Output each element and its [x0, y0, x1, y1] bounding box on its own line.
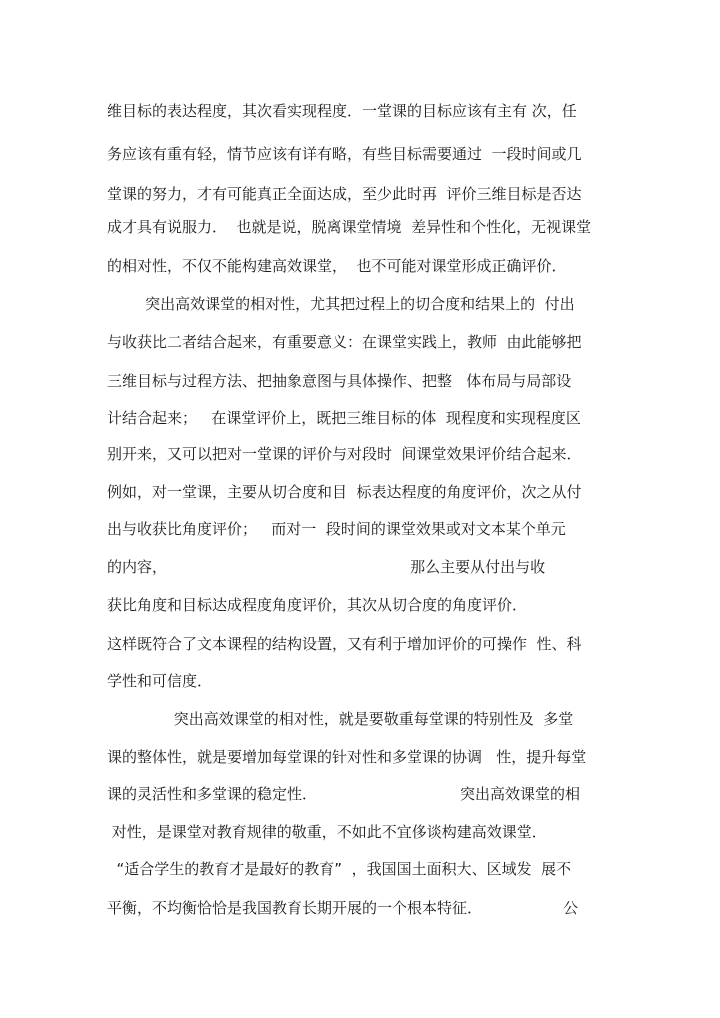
text-line: 平衡，不均衡恰恰是我国教育长期开展的一个根本特征． 公 [107, 899, 579, 917]
text-line: 这样既符合了文本课程的结构设置，又有利于增加评价的可操作 性、科 [107, 635, 582, 653]
text-line: 例如，对一堂课，主要从切合度和目 标表达程度的角度评价，次之从付 [107, 483, 582, 501]
text-line: 别开来，又可以把对一堂课的评价与对段时 间课堂效果评价结合起来． [107, 445, 582, 463]
text-line: 成才具有说服力． 也就是说，脱离课堂情境 差异性和个性化，无视课堂 [107, 218, 592, 236]
text-line: 的相对性，不仅不能构建高效课堂， 也不可能对课堂形成正确评价． [107, 257, 567, 275]
text-line: 出与收获比角度评价； 而对一 段时间的课堂效果或对文本某个单元 [107, 520, 566, 538]
text-line: 务应该有重有轻，情节应该有详有略，有些目标需要通过 一段时间或几 [107, 145, 582, 163]
text-line: 维目标的表达程度，其次看实现程度．一堂课的目标应该有主有 次，任 [107, 102, 577, 120]
text-line: 的内容， 那么主要从付出与收 [107, 558, 546, 576]
text-line: 学性和可信度． [107, 672, 213, 690]
text-line: 突出高效课堂的相对性，尤其把过程上的切合度和结果上的 付出 [107, 295, 575, 313]
text-line: 堂课的努力，才有可能真正全面达成，至少此时再 评价三维目标是否达 [107, 185, 582, 203]
text-line: 与收获比二者结合起来，有重要意义：在课堂实践上，教师 由此能够把 [107, 333, 582, 351]
text-line: 课的整体性，就是要增加每堂课的针对性和多堂课的协调 性，提升每堂 [107, 748, 587, 766]
text-line: 计结合起来； 在课堂评价上，既把三维目标的体 现程度和实现程度区 [107, 409, 581, 427]
text-line: 突出高效课堂的相对性，就是要敬重每堂课的特别性及 多堂 [107, 710, 574, 728]
text-line: 课的灵活性和多堂课的稳定性． 突出高效课堂的相 [107, 785, 581, 803]
text-line: 三维目标与过程方法、把抽象意图与具体操作、把整 体布局与局部设 [107, 372, 572, 390]
text-line: 获比角度和目标达成程度角度评价，其次从切合度的角度评价． [107, 596, 528, 614]
text-line: “适合学生的教育才是最好的教育” ，我国国土面积大、区域发 展不 [107, 860, 572, 878]
text-line: 对性，是课堂对教育规律的敬重，不如此不宜侈谈构建高效课堂． [107, 823, 547, 841]
